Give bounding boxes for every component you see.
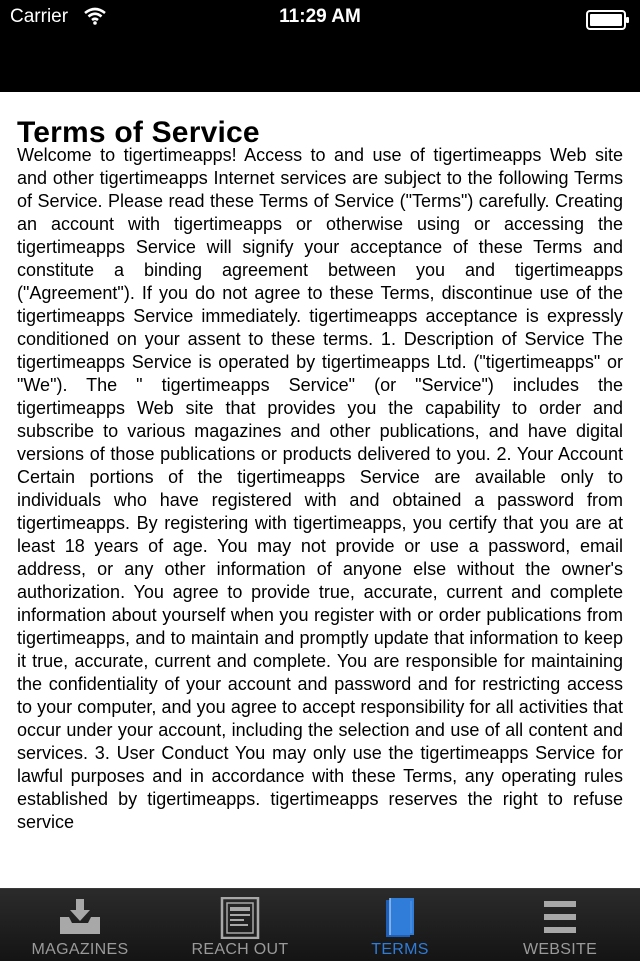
battery-icon	[586, 10, 630, 35]
tab-bar	[0, 888, 640, 961]
terms-content[interactable]	[0, 92, 640, 888]
navigation-bar	[0, 40, 640, 92]
tab-label: MAGAZINES	[31, 941, 129, 958]
clock: 11:29 AM	[279, 6, 361, 27]
status-bar	[0, 0, 640, 40]
carrier-label: Carrier	[10, 6, 69, 27]
tab-label: WEBSITE	[522, 941, 598, 958]
tab-reach-out[interactable]	[160, 889, 320, 961]
terms-body-text: Welcome to tigertimeapps! Access to and use of tigertimeapps Web site and other tigertimeapps Internet services are subject to the following Terms of Service. Please read these Terms of Service ("Terms") carefully. Creating an account with tigertimeapps or otherwise using or accessing the tigertimeapps Service will signify your acceptance of these Terms and constitute a binding agreement between you and tigertimeapps ("Agreement"). If you do not agree to these Terms, discontinue use of the tigertimeapps Service immediately. tigertimeapps acceptance is expressly conditioned on your assent to these terms. 1. Description of Service The tigertimeapps Service is operated by tigertimeapps Ltd. ("tigertimeapps" or "We"). The " tigertimeapps Service" (or "Service") includes the tigertimeapps Web site that provides you the capability to order and subscribe to various magazines and other publications, and have digital versions of those publications or products delivered to you. 2. Your Account Certain portions of the tigertimeapps Service are available only to individuals who have registered with and obtained a password from tigertimeapps. By registering with tigertimeapps, you certify that you are at least 18 years of age. You may not provide or use a password, email address, or any other information of anyone else without the owner's authorization. You agree to provide true, accurate, current and complete information about yourself when you register with or order publications from tigertimeapps, and to maintain and promptly update that information to keep it true, accurate, current and complete. You are responsible for maintaining the confidentiality of your account and password and for restricting access to your computer, and you agree to accept responsibility for all activities that occur under your account, including the selection and use of all content and services. 3. User Conduct You may only use the tigertimeapps Service for lawful purposes and in accordance with these Terms, any operating rules established by tigertimeapps. tigertimeapps reserves the right to refuse service	[17, 145, 623, 832]
tab-website[interactable]	[480, 889, 640, 961]
menu-lines-icon	[542, 897, 578, 942]
tab-label: REACH OUT	[191, 941, 289, 958]
tab-label: TERMS	[371, 941, 429, 958]
book-icon	[382, 897, 418, 944]
page-title: Terms of Service	[17, 116, 260, 149]
tab-magazines[interactable]	[0, 889, 160, 961]
download-tray-icon	[57, 897, 103, 942]
contact-card-icon	[220, 897, 260, 944]
tab-terms[interactable]	[320, 889, 480, 961]
